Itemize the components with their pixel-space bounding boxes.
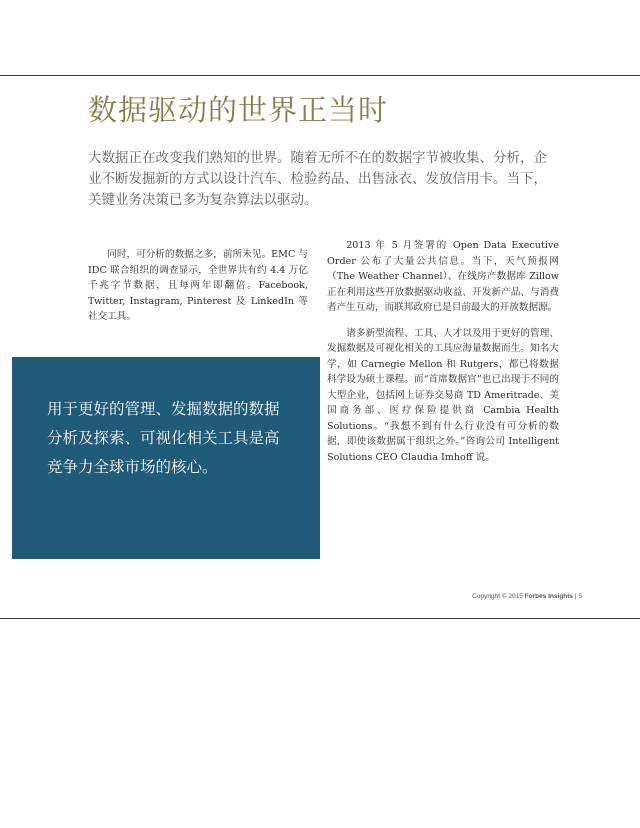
right-column-paragraph-2: 诸多新型流程、工具、人才以及用于更好的管理、发掘数据及可视化相关的工具应海量数据而生。知名大学，如 Carnegie Mellon 和 Rutgers，都已将数据科学设为硕士课程。而“首席数据官”也已出现于不同的大型企业，包括网上证券交易商 TD Ameritrade、美国商务部、医疗保险提供商 Cambia Health Solutions。“我想不到有什么行业没有可分析的数据，即使该数据属于组织之外。”咨询公司 Intelligent Solutions CEO Claudia Imhoff 说。 [327,327,559,463]
page-title: 数据驱动的世界正当时 [88,93,389,127]
right-column-paragraph-1: 2013 年 5 月签署的 Open Data Executive Order 公布了大量公共信息。当下，天气预报网（The Weather Channel）、在线房产数据库 Zillow 正在利用这些开放数据驱动收益、开发新产品、与消费者产生互动，而联邦政府已是目前最大的开放数据源。 [327,240,559,313]
top-rule [0,75,640,76]
copyright-text: Copyright © 2015 [472,593,523,600]
pull-quote-box [12,357,320,559]
left-column [88,247,308,325]
page-footer [472,593,582,600]
pull-quote-text: 用于更好的管理、发掘数据的数据分析及探索、可视化相关工具是高竞争力全球市场的核心。 [47,400,280,476]
footer-separator: | [574,593,577,600]
lead-paragraph: 大数据正在改变我们熟知的世界。随着无所不在的数据字节被收集、分析，企业不断发掘新的方式以设计汽车、检验药品、出售泳衣、发放信用卡。当下，关键业务决策已多为复杂算法以驱动。 [88,150,547,208]
right-column [327,238,559,465]
page-number: 5 [578,593,582,600]
left-column-paragraph: 同时，可分析的数据之多，前所未见。EMC 与 IDC 联合组织的调查显示，全世界共有约 4.4 万亿千兆字节数据，且每两年即翻倍。Facebook, Twitter, Instagram, Pinterest 及 LinkedIn 等社交工具。 [88,249,308,322]
bottom-rule [0,618,640,619]
brand-name: Forbes Insights [524,593,574,600]
